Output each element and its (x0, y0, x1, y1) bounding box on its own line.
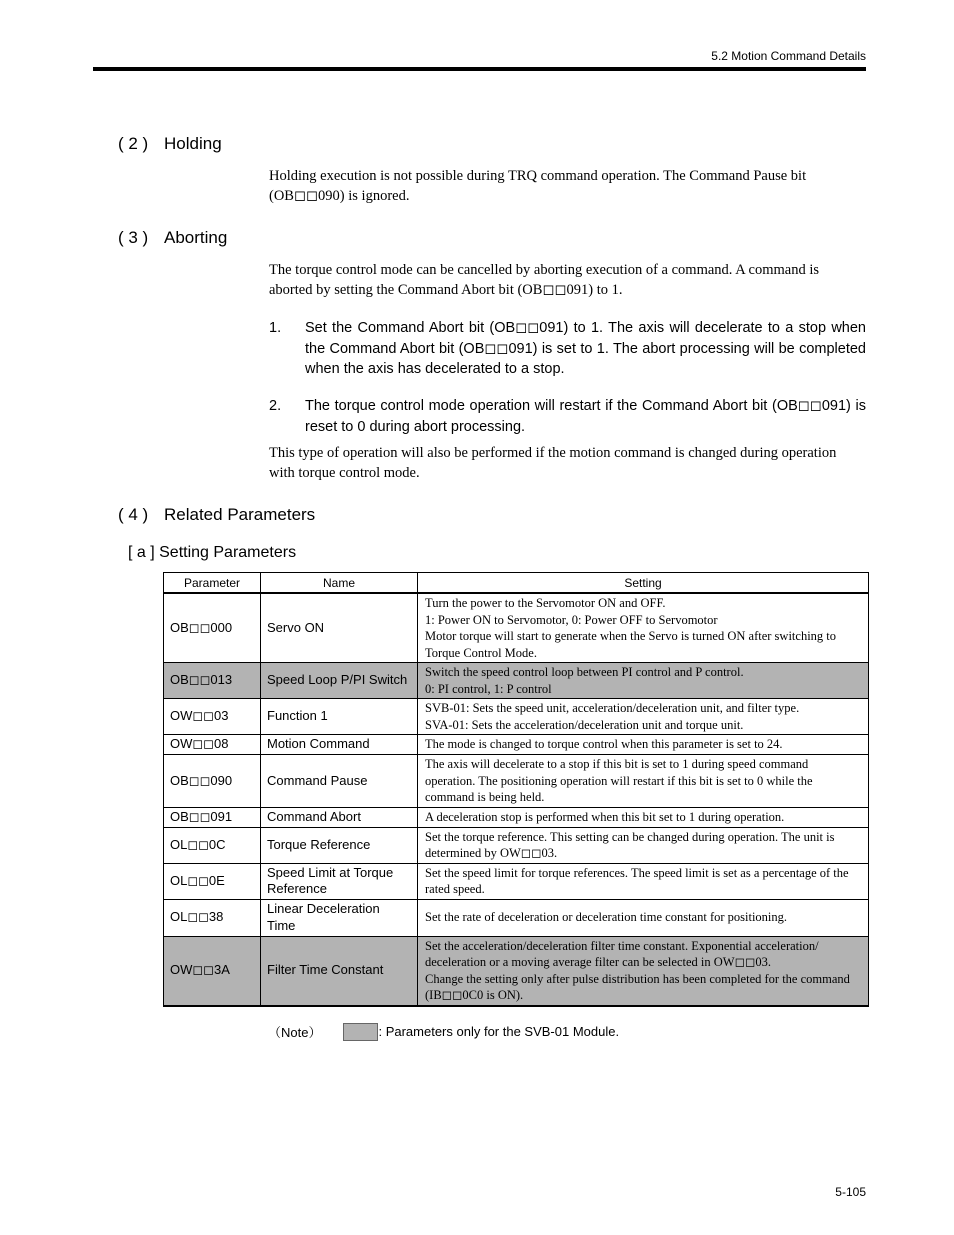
setting-line: Set the speed limit for torque references. The speed limit is set as a percentage of the rated speed. (425, 865, 849, 896)
cell-name: Function 1 (261, 699, 418, 735)
cell-setting (418, 663, 869, 699)
cell-name: Command Abort (261, 807, 418, 827)
setting-line: SVB-01: Sets the speed unit, acceleration/deceleration unit, and filter type. (425, 701, 800, 715)
cell-setting (418, 735, 869, 755)
table-row (164, 593, 869, 663)
heading-title: Holding (164, 134, 222, 153)
heading-title: Aborting (164, 228, 228, 247)
setting-line: Motor torque will start to generate when the Servo is turned ON after switching to Torque Control Mode. (425, 629, 837, 660)
table-row (164, 699, 869, 735)
heading-number: ( 2 ) (118, 134, 149, 153)
heading-title: Related Parameters (164, 505, 316, 524)
heading-number: ( 4 ) (118, 505, 149, 524)
subheading-setting-parameters: [ a ] Setting Parameters (128, 544, 297, 561)
setting-line: 0: PI control, 1: P control (425, 681, 552, 696)
column-header-parameter: Parameter (164, 573, 261, 594)
setting-line: The mode is changed to torque control when this parameter is set to 24. (425, 737, 783, 752)
column-header-setting: Setting (418, 573, 869, 594)
table-header-row (164, 573, 869, 594)
table-row (164, 735, 869, 755)
list-item (269, 396, 866, 437)
cell-name: Speed Loop P/PI Switch (261, 663, 418, 699)
cell-parameter: OL◻◻0C (164, 827, 261, 863)
cell-setting (418, 936, 869, 1006)
column-header-name: Name (261, 573, 418, 594)
list-item-text: Set the Command Abort bit (OB◻◻091) to 1. The axis will decelerate to a stop when the Command Abort bit (OB◻◻091) is set to 1. The abort processing will be completed when the axis has decelerated to a stop. (305, 320, 866, 377)
cell-name: Filter Time Constant (261, 936, 418, 1006)
setting-line: 1: Power ON to Servomotor, 0: Power OFF to Servomotor (425, 612, 718, 627)
cell-setting (418, 863, 869, 899)
cell-parameter: OB◻◻000 (164, 593, 261, 663)
cell-setting (418, 899, 869, 936)
cell-setting (418, 827, 869, 863)
holding-paragraph: Holding execution is not possible during TRQ command operation. The Command Pause bit (OB◻◻090) is ignored. (269, 168, 807, 204)
heading-aborting (118, 228, 227, 248)
setting-parameters-table (163, 572, 869, 1007)
setting-line: A deceleration stop is performed when this bit set to 1 during operation. (425, 809, 785, 824)
table-row (164, 755, 869, 808)
list-item-text: The torque control mode operation will restart if the Command Abort bit (OB◻◻091) is reset to 0 during abort processing. (305, 398, 866, 435)
aborting-intro: The torque control mode can be cancelled by aborting execution of a command. A command is aborted by setting the Command Abort bit (OB◻◻091) to 1. (269, 262, 820, 298)
cell-setting (418, 593, 869, 663)
cell-setting (418, 807, 869, 827)
table-row (164, 807, 869, 827)
cell-parameter: OB◻◻090 (164, 755, 261, 808)
setting-line: Change the setting only after pulse distribution has been completed for the command (IB◻◻0C0 is ON). (425, 971, 850, 1002)
cell-name: Speed Limit at Torque Reference (261, 863, 418, 899)
setting-line: Switch the speed control loop between PI control and P control. (425, 665, 744, 679)
cell-parameter: OB◻◻091 (164, 807, 261, 827)
table-row (164, 899, 869, 936)
cell-parameter: OW◻◻08 (164, 735, 261, 755)
list-item-number: 2. (269, 398, 282, 414)
note-label: （Note） (268, 1025, 322, 1040)
cell-parameter: OW◻◻03 (164, 699, 261, 735)
setting-line: Set the rate of deceleration or deceleration time constant for positioning. (425, 910, 788, 925)
header-rule (93, 67, 866, 71)
running-header: 5.2 Motion Command Details (711, 49, 866, 63)
heading-number: ( 3 ) (118, 228, 149, 247)
cell-name: Linear Deceleration Time (261, 899, 418, 936)
setting-line: Set the acceleration/deceleration filter time constant. Exponential acceleration/ deceleration or a moving average filter can be selected in OW◻◻03. (425, 938, 819, 969)
shaded-swatch (343, 1023, 378, 1041)
list-item-number: 1. (269, 320, 282, 336)
cell-name: Motion Command (261, 735, 418, 755)
setting-line: The axis will decelerate to a stop if this bit is set to 1 during speed command operation. The positioning operation will restart if this bit is set to 0 while the command is being held. (425, 757, 813, 804)
table-row (164, 936, 869, 1006)
setting-line: Turn the power to the Servomotor ON and OFF. (425, 596, 666, 610)
cell-setting (418, 755, 869, 808)
cell-parameter: OW◻◻3A (164, 936, 261, 1006)
setting-line: Set the torque reference. This setting can be changed during operation. The unit is determined by OW◻◻03. (425, 829, 835, 860)
note-text: : Parameters only for the SVB-01 Module. (378, 1024, 620, 1039)
page-number: 5-105 (835, 1185, 866, 1199)
cell-parameter: OB◻◻013 (164, 663, 261, 699)
heading-holding (118, 134, 222, 154)
list-item (269, 318, 866, 380)
table-row (164, 827, 869, 863)
table-row (164, 863, 869, 899)
table-note (268, 1022, 619, 1041)
cell-parameter: OL◻◻38 (164, 899, 261, 936)
aborting-outro: This type of operation will also be performed if the motion command is changed during operation with torque control mode. (269, 445, 837, 481)
cell-name: Servo ON (261, 593, 418, 663)
cell-parameter: OL◻◻0E (164, 863, 261, 899)
cell-setting (418, 699, 869, 735)
table-row (164, 663, 869, 699)
setting-line: SVA-01: Sets the acceleration/deceleration unit and torque unit. (425, 717, 744, 732)
cell-name: Command Pause (261, 755, 418, 808)
cell-name: Torque Reference (261, 827, 418, 863)
heading-related-parameters (118, 505, 315, 525)
